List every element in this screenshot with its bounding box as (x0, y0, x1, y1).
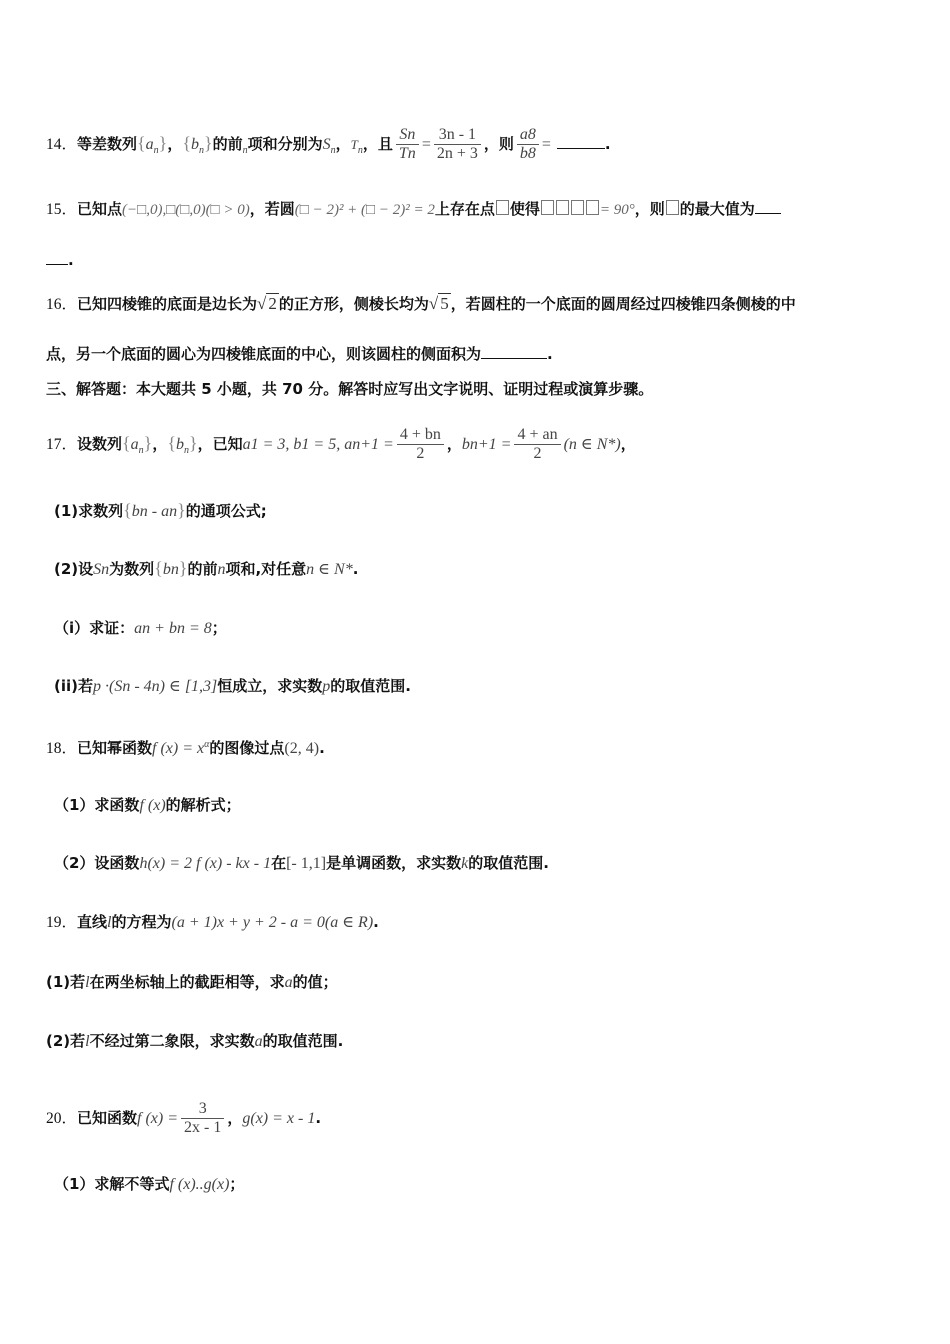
answer-blank[interactable] (755, 213, 781, 214)
q18-part1: （1）求函数f (x)的解析式； (54, 796, 241, 814)
question-number: 20． (46, 1110, 78, 1127)
question-number: 18． (46, 740, 78, 757)
fraction-ratio: $\frac{3n - 1}{2n + 3}$ (434, 126, 481, 163)
question-number: 19． (46, 914, 78, 931)
missing-glyph-icon (571, 200, 584, 215)
question-16-cont: 点，另一个底面的圆心为四棱锥底面的中心，则该圆柱的侧面积为 . (46, 345, 553, 363)
q17-part-i: （i）求证：an + bn = 8； (54, 619, 227, 637)
fraction: $\frac{4 + bn}{2}$ (397, 426, 444, 463)
missing-glyph-icon (541, 200, 554, 215)
q17-part2: (2)设Sn为数列{bn}的前n项和,对任意n ∈ N*. (54, 558, 359, 578)
fraction: $\frac{3}{2x - 1}$ (181, 1100, 224, 1137)
answer-blank[interactable] (481, 358, 547, 359)
missing-glyph-icon (496, 200, 509, 215)
answer-blank[interactable] (557, 148, 605, 149)
question-number: 14． (46, 136, 78, 153)
q19-part1: (1)若l在两坐标轴上的截距相等，求a的值； (46, 973, 338, 991)
question-number: 16． (46, 296, 78, 313)
missing-glyph-icon (666, 200, 679, 215)
question-16: 16．已知四棱锥的底面是边长为√ 2 的正方形，侧棱长均为√ 5 ，若圆柱的一个底面的圆周经过四棱锥四条侧棱的中 (46, 294, 796, 313)
question-17: 17．设数列$\{a_n\}$，$\{b_n\}$，已知a1 = 3, b1 = 5, an+1 = $\frac{4 + bn}{2}$ ，bn+1 = $\frac{4 + an}{2}$ (n ∈ N*)， (46, 426, 636, 462)
q17-part1: (1)求数列{bn - an}的通项公式; (54, 500, 267, 520)
sqrt-5: √ 5 (428, 294, 449, 313)
question-20: 20．已知函数f (x) = $\frac{3}{2x - 1}$ ，g(x) = x - 1. (46, 1100, 322, 1136)
fraction: $\frac{4 + an}{2}$ (514, 426, 560, 463)
question-number: 15． (46, 201, 78, 218)
garbled-formula: (−□,0),□(□,0)(□ > 0) (122, 202, 250, 218)
question-15-cont: . (46, 250, 74, 270)
missing-glyph-icon (586, 200, 599, 215)
q19-part2: (2)若l不经过第二象限，求实数a的取值范围. (46, 1032, 344, 1050)
q18-part2: （2）设函数h(x) = 2 f (x) - kx - 1在[- 1,1]是单调函数，求实数k的取值范围. (54, 854, 549, 872)
missing-glyph-icon (556, 200, 569, 215)
question-14: 14．等差数列$\{a_n\}$，$\{b_n\}$的前$_n$项和分别为$S_n$，$T_n$，且 $\frac{Sn}{Tn}$ = $\frac{3n - 1}{2n + 3}$ ，则 $\frac{a8}{b8}$ = . (46, 126, 611, 162)
garbled-formula: = 90° (599, 202, 635, 218)
garbled-formula: (□ − 2)² + (□ − 2)² = 2 (294, 202, 435, 218)
q14-text: 等差数列 (77, 135, 138, 153)
q17-part-ii: (ii)若p ·(Sn - 4n) ∈ [1,3]恒成立，求实数p的取值范围. (54, 677, 411, 695)
question-18: 18．已知幂函数f $(x) = x^\alpha$的图像过点(2, 4). (46, 739, 325, 757)
q20-part1: （1）求解不等式f (x)..g(x)； (54, 1175, 245, 1193)
fraction-s-over-t: $\frac{Sn}{Tn}$ (396, 126, 419, 163)
section-heading: 三、解答题：本大题共 5 小题，共 70 分。解答时应写出文字说明、证明过程或演算步骤。 (46, 380, 654, 398)
fraction-a8-over-b8: $\frac{a8}{b8}$ (517, 126, 539, 163)
question-19: 19．直线l的方程为(a + 1)x + y + 2 - a = 0(a ∈ R). (46, 913, 379, 931)
sqrt-2: √ 2 (257, 294, 277, 313)
question-15: 15．已知点(−□,0),□(□,0)(□ > 0)，若圆(□ − 2)² + (□ − 2)² = 2上存在点 使得 = 90°，则 的最大值为 (46, 199, 781, 220)
answer-blank-cont[interactable] (46, 264, 68, 265)
question-number: 17． (46, 436, 78, 453)
